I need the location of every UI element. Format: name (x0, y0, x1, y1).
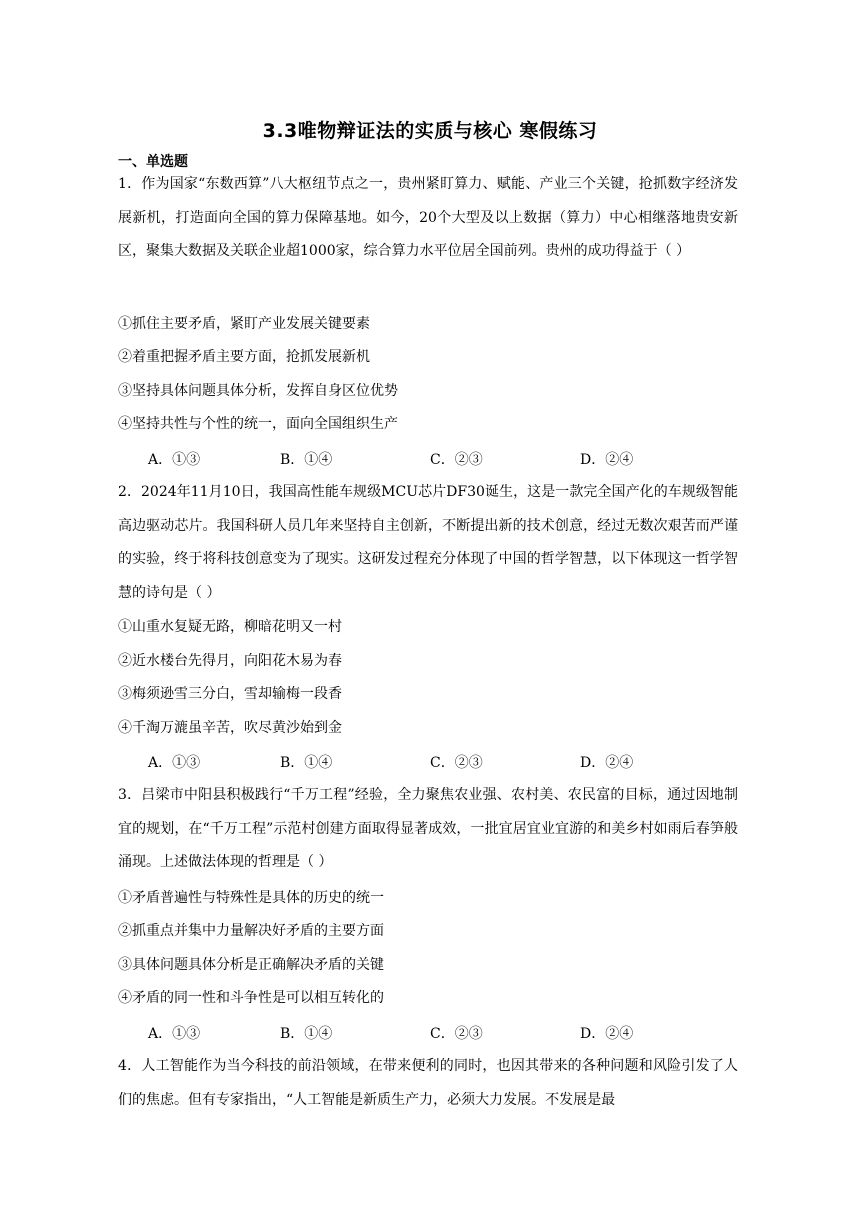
question-2-option-2: ②近水楼台先得月，向阳花木易为春 (118, 653, 342, 669)
question-2-choice-b[interactable]: B．①④ (280, 755, 333, 771)
question-1-option-4: ④坚持共性与个性的统一，面向全国组织生产 (118, 416, 398, 432)
question-1-choice-d[interactable]: D．②④ (580, 452, 634, 468)
question-3-choice-a[interactable]: A．①③ (148, 1026, 201, 1042)
question-2-choice-d[interactable]: D．②④ (580, 755, 634, 771)
question-3-option-2: ②抓重点并集中力量解决好矛盾的主要方面 (118, 923, 384, 939)
question-3-option-3: ③具体问题具体分析是正确解决矛盾的关键 (118, 957, 384, 973)
question-2-choice-a[interactable]: A．①③ (148, 755, 201, 771)
question-2-option-4: ④千淘万漉虽辛苦，吹尽黄沙始到金 (118, 720, 342, 736)
question-4-stem: 4．人工智能作为当今科技的前沿领域，在带来便利的同时，也因其带来的各种问题和风险引发了人们的焦虑。但有专家指出，“人工智能是新质生产力，必须大力发展。不发展是最 (118, 1058, 738, 1108)
question-1-choice-a[interactable]: A．①③ (148, 452, 201, 468)
question-3-choices (148, 1023, 708, 1043)
page-title: 3.3唯物辩证法的实质与核心 寒假练习 (262, 120, 598, 142)
section-heading: 一、单选题 (118, 154, 188, 170)
question-1-choice-c[interactable]: C．②③ (430, 452, 483, 468)
question-3-option-4: ④矛盾的同一性和斗争性是可以相互转化的 (118, 990, 384, 1006)
question-2-choices (148, 752, 708, 772)
question-3-choice-b[interactable]: B．①④ (280, 1026, 333, 1042)
question-1-option-2: ②着重把握矛盾主要方面，抢抓发展新机 (118, 349, 370, 365)
question-2-stem: 2．2024年11月10日，我国高性能车规级MCU芯片DF30诞生，这是一款完全国产化的车规级智能高边驱动芯片。我国科研人员几年来坚持自主创新，不断提出新的技术创意，经过无数次艰苦而严谨的实验，终于将科技创意变为了现实。这研发过程充分体现了中国的哲学智慧，以下体现这一哲学智慧的诗句是（ ） (118, 484, 738, 601)
question-1-choice-b[interactable]: B．①④ (280, 452, 333, 468)
question-3-stem: 3．吕梁市中阳县积极践行“千万工程”经验，全力聚焦农业强、农村美、农民富的目标，通过因地制宜的规划，在“千万工程”示范村创建方面取得显著成效，一批宜居宜业宜游的和美乡村如雨后春笋般涌现。上述做法体现的哲理是（ ） (118, 787, 738, 870)
question-2-option-3: ③梅须逊雪三分白，雪却输梅一段香 (118, 686, 342, 702)
question-3-choice-d[interactable]: D．②④ (580, 1026, 634, 1042)
question-1-choices (148, 449, 708, 469)
question-3-choice-c[interactable]: C．②③ (430, 1026, 483, 1042)
question-2-choice-c[interactable]: C．②③ (430, 755, 483, 771)
question-1-stem: 1．作为国家“东数西算”八大枢纽节点之一，贵州紧盯算力、赋能、产业三个关键，抢抓数字经济发展新机，打造面向全国的算力保障基地。如今，20个大型及以上数据（算力）中心相继落地贵安新区，聚集大数据及关联企业超1000家，综合算力水平位居全国前列。贵州的成功得益于（ ） (118, 176, 738, 259)
question-1-option-1: ①抓住主要矛盾，紧盯产业发展关键要素 (118, 316, 370, 332)
question-3-option-1: ①矛盾普遍性与特殊性是具体的历史的统一 (118, 890, 384, 906)
question-2-option-1: ①山重水复疑无路，柳暗花明又一村 (118, 619, 342, 635)
question-1-option-3: ③坚持具体问题具体分析，发挥自身区位优势 (118, 383, 398, 399)
